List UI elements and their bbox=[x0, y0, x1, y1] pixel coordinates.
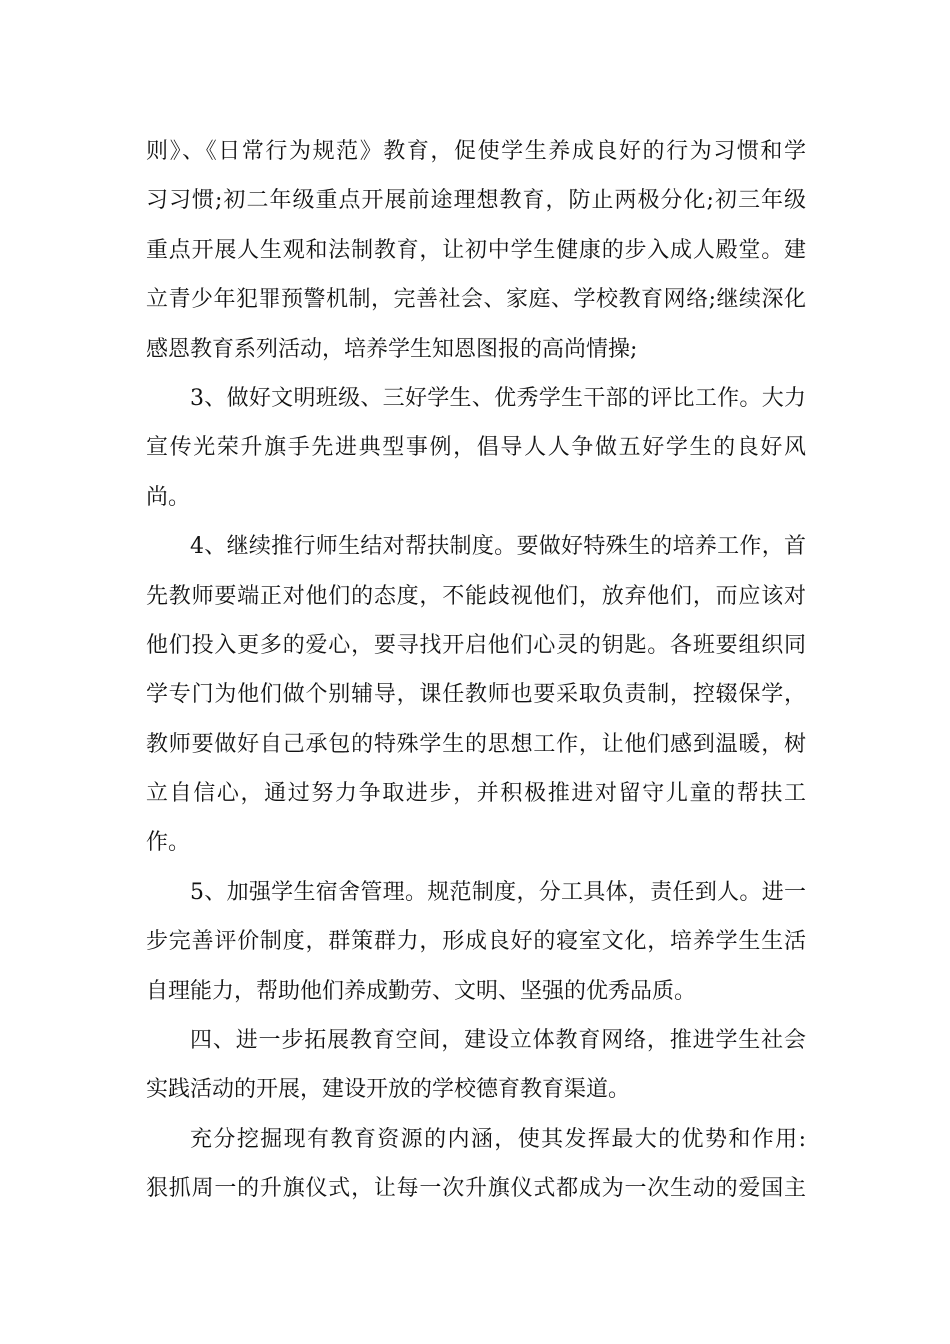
text-line: 步完善评价制度，群策群力，形成良好的寝室文化，培养学生生活 bbox=[146, 929, 806, 955]
text-line: 他们投入更多的爱心，要寻找开启他们心灵的钥匙。各班要组织同 bbox=[146, 632, 806, 658]
text-line: 立自信心，通过努力争取进步，并积极推进对留守儿童的帮扶工 bbox=[146, 781, 806, 807]
text-line: 自理能力，帮助他们养成勤劳、文明、坚强的优秀品质。 bbox=[146, 978, 697, 1004]
text-line: 立青少年犯罪预警机制，完善社会、家庭、学校教育网络;继续深化 bbox=[146, 287, 806, 313]
text-line: 尚。 bbox=[146, 484, 191, 510]
text-line: 宣传光荣升旗手先进典型事例，倡导人人争做五好学生的良好风 bbox=[146, 435, 806, 461]
text-line: 实践活动的开展，建设开放的学校德育教育渠道。 bbox=[146, 1077, 631, 1103]
text-line: 重点开展人生观和法制教育，让初中学生健康的步入成人殿堂。建 bbox=[146, 237, 806, 263]
text-line: 则》、《日常行为规范》教育，促使学生养成良好的行为习惯和学 bbox=[146, 139, 806, 164]
text-line: 充分挖掘现有教育资源的内涵，使其发挥最大的优势和作用: bbox=[190, 1126, 806, 1152]
text-line: 习习惯;初二年级重点开展前途理想教育，防止两极分化;初三年级 bbox=[146, 188, 806, 214]
text-line: 感恩教育系列活动，培养学生知恩图报的高尚情操; bbox=[146, 336, 638, 362]
text-line: 学专门为他们做个别辅导，课任教师也要采取负责制，控辍保学， bbox=[146, 682, 806, 708]
text-line: 5、加强学生宿舍管理。规范制度，分工具体，责任到人。进一 bbox=[190, 879, 806, 905]
text-line: 狠抓周一的升旗仪式，让每一次升旗仪式都成为一次生动的爱国主 bbox=[146, 1176, 806, 1202]
text-line: 3、做好文明班级、三好学生、优秀学生干部的评比工作。大力 bbox=[190, 385, 806, 411]
text-line: 4、继续推行师生结对帮扶制度。要做好特殊生的培养工作，首 bbox=[190, 534, 806, 560]
text-line: 教师要做好自己承包的特殊学生的思想工作，让他们感到温暖，树 bbox=[146, 731, 806, 757]
text-line: 作。 bbox=[146, 830, 191, 856]
body-text bbox=[146, 127, 806, 1214]
text-line: 先教师要端正对他们的态度，不能歧视他们，放弃他们，而应该对 bbox=[146, 583, 806, 609]
text-line: 四、进一步拓展教育空间，建设立体教育网络，推进学生社会 bbox=[190, 1028, 806, 1054]
